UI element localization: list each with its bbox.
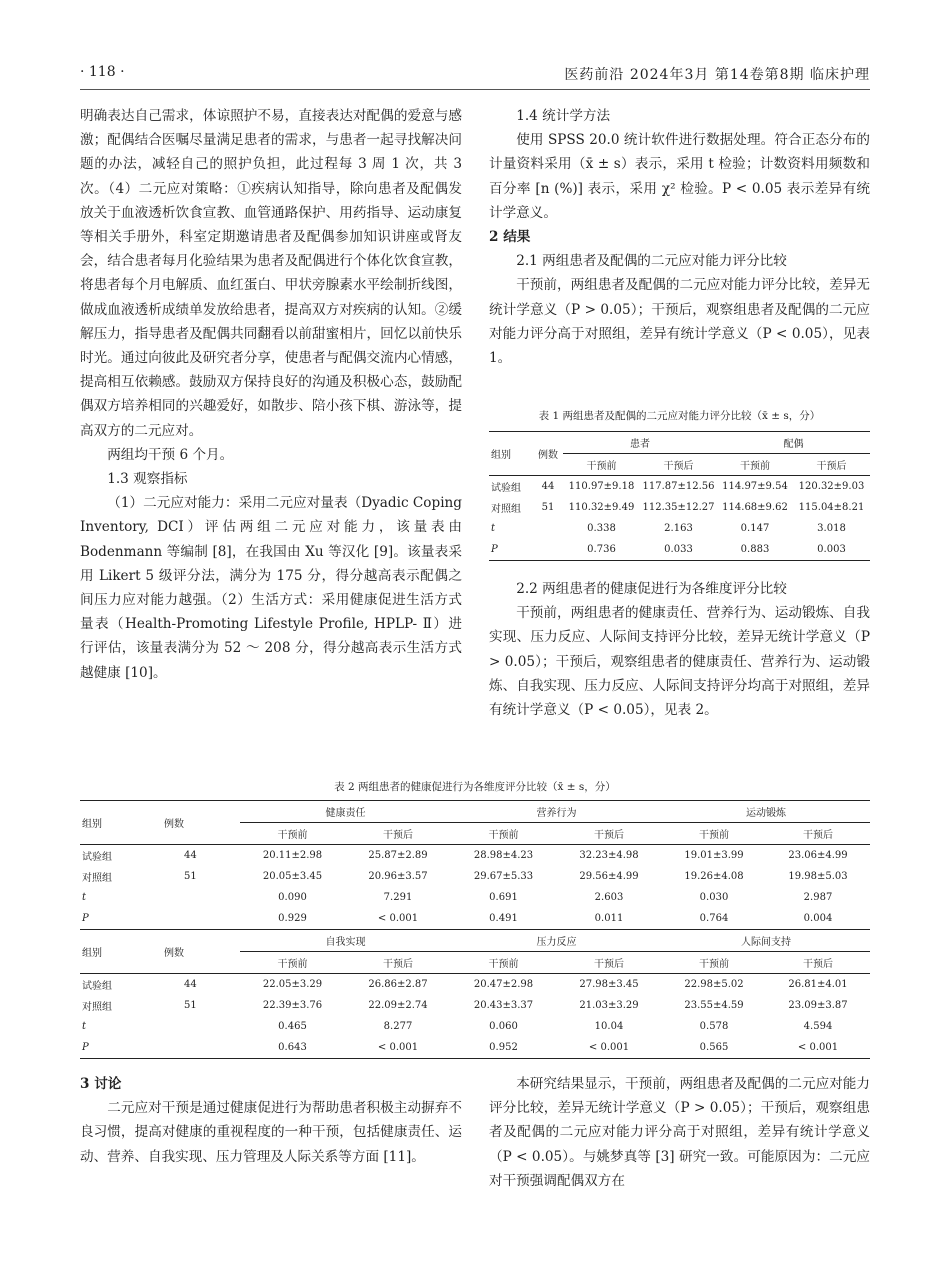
t2-cell: 21.03±3.29 (579, 1000, 639, 1011)
t2-cell: 试验组 (82, 981, 112, 992)
t1-cell: 110.32±9.49 (568, 502, 635, 513)
section-2-heading: 2 结果 (489, 229, 531, 246)
t1-cell: 114.97±9.54 (722, 481, 788, 492)
section-2-1-heading: 2.1 两组患者及配偶的二元应对能力评分比较 (516, 253, 787, 270)
t2-cell: t (82, 892, 87, 903)
t2-cell (162, 887, 240, 908)
t2-head-after: 干预后 (383, 830, 413, 841)
t1-head-after: 干预后 (816, 461, 847, 472)
table1 (489, 431, 870, 561)
t2-head-before: 干预前 (699, 830, 729, 841)
t2-cell: 0.090 (278, 892, 307, 903)
t2-row (80, 866, 870, 887)
t2-head-before: 干预前 (488, 959, 519, 970)
t2-cell: 2.987 (803, 892, 833, 903)
t2-cell: 22.98±5.02 (684, 979, 744, 990)
t2-cell: < 0.001 (345, 1037, 451, 1059)
t2-cell (162, 908, 240, 930)
t2-cell: 0.952 (451, 1037, 556, 1059)
t2-cell (162, 1016, 240, 1037)
t2-cell: 25.87±2.89 (368, 850, 428, 861)
t2-row (80, 887, 870, 908)
t2-head-group: 组别 (80, 801, 162, 845)
discussion-paragraph-2: 本研究结果显示，干预前，两组患者及配偶的二元应对能力评分比较，差异无统计学意义（P > 0.05）；干预后，观察组患者及配偶的二元应对能力评分高于对照组，差异有统计学意义（P < 0.05）。与姚梦真等 [3] 研究一致。可能原因为：二元应对干预强调配偶双方在 (489, 1076, 870, 1189)
section-3-heading: 3 讨论 (80, 1076, 122, 1092)
t2-cell: < 0.001 (556, 1037, 662, 1059)
t1-cell: 0.003 (793, 539, 870, 561)
t1-row (489, 518, 870, 539)
t2-row (80, 845, 870, 867)
t2-cell: 20.47±2.98 (473, 979, 534, 990)
section-2-2-heading: 2.2 两组患者的健康促进行为各维度评分比较 (516, 581, 787, 597)
journal-info: 医药前沿 2024年3月 第14卷第8期 临床护理 (564, 67, 870, 83)
t1-head-before: 干预前 (586, 461, 617, 472)
right-column-lower (489, 577, 870, 722)
t2-row (80, 908, 870, 930)
t2-head-dim: 压力反应 (451, 930, 662, 952)
t2-row (80, 1037, 870, 1059)
left-paragraph-2: 两组均干预 6 个月。 (107, 446, 234, 463)
t1-row (489, 539, 870, 561)
t2-cell: 22.05±3.29 (262, 979, 323, 990)
t2-cell: 0.643 (240, 1037, 345, 1059)
page-header (80, 64, 870, 86)
t2-cell: 4.594 (803, 1021, 833, 1032)
t2-head-before: 干预前 (277, 830, 308, 841)
t2-cell: 32.23±4.98 (579, 850, 639, 861)
t2-cell: 23.06±4.99 (788, 850, 848, 861)
t1-head-n: 例数 (533, 432, 563, 476)
t1-cell: 2.163 (664, 523, 693, 534)
t2-cell: < 0.001 (766, 1037, 870, 1059)
t1-cell (533, 518, 563, 539)
t2-cell: 0.465 (278, 1021, 307, 1032)
t2-cell: P (80, 1037, 162, 1059)
t2-cell: 对照组 (82, 1002, 112, 1013)
t2-cell: t (82, 1021, 87, 1032)
t2-cell: 23.09±3.87 (788, 1000, 848, 1011)
t2-cell: 22.09±2.74 (368, 1000, 428, 1011)
t2-cell: 51 (184, 1000, 197, 1011)
t2-cell: 29.67±5.33 (473, 871, 534, 882)
t2-cell: 20.96±3.57 (368, 871, 428, 882)
t2-cell: 19.26±4.08 (684, 871, 744, 882)
t2-cell: 20.11±2.98 (262, 850, 323, 861)
t2-head-group: 组别 (80, 930, 162, 974)
left-column (80, 104, 462, 685)
t2-cell: 8.277 (383, 1021, 413, 1032)
t2-cell: 20.05±3.45 (262, 871, 323, 882)
t2-cell: 对照组 (82, 873, 112, 884)
t2-cell: 26.81±4.01 (788, 979, 848, 990)
t1-cell: 110.97±9.18 (568, 481, 635, 492)
t2-cell: 0.578 (699, 1021, 729, 1032)
t1-head-before: 干预前 (740, 461, 770, 472)
t2-cell: 试验组 (82, 852, 112, 863)
t2-head-dim: 运动锻炼 (662, 801, 870, 823)
discussion-paragraph-1: 二元应对干预是通过健康促进行为帮助患者积极主动摒弃不良习惯，提高对健康的重视程度的一种干预，包括健康责任、运动、营养、自我实现、压力管理及人际关系等方面 [11]。 (80, 1100, 462, 1165)
t1-cell: 试验组 (491, 483, 521, 494)
discussion-left (80, 1072, 462, 1169)
right-column (489, 104, 870, 370)
t2-cell: 28.98±4.23 (473, 850, 534, 861)
t2-cell: 29.56±4.99 (579, 871, 639, 882)
t2-cell (162, 1037, 240, 1059)
t2-head-after: 干预后 (803, 959, 833, 970)
t2-cell: 0.929 (278, 913, 307, 924)
t2-head-n: 例数 (162, 801, 240, 845)
t1-cell: 120.32±9.03 (798, 481, 865, 492)
t2-row (80, 1016, 870, 1037)
t2-head-after: 干预后 (803, 830, 833, 841)
t2-row (80, 974, 870, 996)
t1-cell: 3.018 (817, 523, 846, 534)
t2-cell: P (82, 913, 89, 924)
header-rule (80, 89, 870, 90)
t1-cell: 114.68±9.62 (722, 502, 788, 513)
t2-cell: 20.43±3.37 (473, 1000, 534, 1011)
t2-cell: 0.764 (699, 913, 729, 924)
t2-cell: 19.01±3.99 (684, 850, 744, 861)
left-paragraph-1: 明确表达自己需求，体谅照护不易，直接表达对配偶的爱意与感激；配偶结合医嘱尽量满足患者的需求，与患者一起寻找解决问题的办法，减轻自己的照护负担，此过程每 3 周 1 次，共 3 次。（4）二元应对策略：①疾病认知指导，除向患者及配偶发放关于血液透析饮食宣教、血管通路保护、用药指导、运动康复等相关手册外，科室定期邀请患者及配偶参加知识讲座或肾友会，结合患者每月化验结果为患者及配偶进行个体化饮食宣教，将患者每个月电解质、血红蛋白、甲状旁腺素水平绘制折线图，做成血液透析成绩单发放给患者，提高双方对疾病的认知。②缓解压力，指导患者及配偶共同翻看以前甜蜜相片，回忆以前快乐时光。通过向彼此及研究者分享，使患者与配偶交流内心情感，提高相互依赖感。鼓励双方保持良好的沟通及积极心态，鼓励配偶双方培养相同的兴趣爱好，如散步、陪小孩下棋、游泳等，提高双方的二元应对。 (80, 108, 462, 439)
discussion-right (489, 1072, 870, 1193)
t2-cell: < 0.001 (377, 913, 419, 924)
t1-cell: P (489, 539, 533, 561)
t2-cell: 2.603 (594, 892, 624, 903)
t1-cell: 对照组 (491, 504, 521, 515)
table2 (80, 800, 870, 1059)
t1-cell: 0.147 (740, 523, 770, 534)
t1-head-spouse: 配偶 (717, 432, 870, 454)
t1-row (489, 497, 870, 518)
t1-cell: 115.04±8.21 (798, 502, 865, 513)
t2-cell: 19.98±5.03 (788, 871, 848, 882)
t1-head-patient: 患者 (563, 432, 717, 454)
t2-cell: 7.291 (383, 892, 413, 903)
t2-head-after: 干预后 (383, 959, 413, 970)
t1-cell: 0.883 (717, 539, 793, 561)
t2-cell: 0.060 (489, 1021, 518, 1032)
t2-head-dim: 营养行为 (451, 801, 662, 823)
t1-cell: 0.736 (563, 539, 640, 561)
left-paragraph-3: （1）二元应对能力：采用二元应对量表（Dyadic Coping Inventory, DCI）评估两组二元应对能力，该量表由 Bodenmann 等编制 [8]，在我国由 Xu 等汉化 [9]。该量表采用 Likert 5 级评分法，满分为 175 分，得分越高表示配偶之间压力应对能力越强。（2）生活方式：采用健康促进生活方式量表（Health-Promoting Lifestyle Profile, HPLP- Ⅱ）进行评估，该量表满分为 52 ～ 208 分，得分越高表示生活方式越健康 [10]。 (80, 495, 462, 681)
t1-head-group: 组别 (489, 432, 533, 476)
t1-cell: t (491, 523, 496, 534)
t2-head-dim: 自我实现 (240, 930, 451, 952)
t1-cell: 117.87±12.56 (642, 481, 715, 492)
t1-cell (533, 539, 563, 561)
t2-head-n: 例数 (162, 930, 240, 974)
t2-cell: 0.004 (803, 913, 833, 924)
t2-cell: 0.030 (699, 892, 729, 903)
section-1-4-heading: 1.4 统计学方法 (516, 108, 611, 124)
t2-head-before: 干预前 (699, 959, 729, 970)
t2-row (80, 995, 870, 1016)
t2-cell: 0.691 (489, 892, 518, 903)
t2-cell: 0.565 (662, 1037, 766, 1059)
t1-head-after: 干预后 (663, 461, 694, 472)
t2-head-after: 干预后 (594, 830, 624, 841)
t1-cell: 0.338 (587, 523, 616, 534)
t2-cell: 51 (184, 871, 197, 882)
t2-head-dim: 人际间支持 (662, 930, 870, 952)
t2-cell: 22.39±3.76 (262, 1000, 323, 1011)
t2-cell: 27.98±3.45 (579, 979, 639, 990)
right-paragraph-2: 干预前，两组患者及配偶的二元应对能力评分比较，差异无统计学意义（P > 0.05）；干预后，观察组患者及配偶的二元应对能力评分高于对照组，差异有统计学意义（P < 0.05），见表 1。 (489, 277, 870, 367)
t1-cell: 44 (541, 481, 555, 492)
right-paragraph-1: 使用 SPSS 20.0 统计软件进行数据处理。符合正态分布的计量资料采用（x̄ ± s）表示，采用 t 检验；计数资料用频数和百分率 [n (%)] 表示，采用 χ² 检验。P < 0.05 表示差异有统计学意义。 (489, 132, 870, 221)
t2-head-before: 干预前 (277, 959, 308, 970)
table1-caption: 表 1 两组患者及配偶的二元应对能力评分比较（x̄ ± s，分） (538, 410, 821, 422)
t2-cell: 44 (184, 850, 197, 861)
t2-cell: 23.55±4.59 (684, 1000, 744, 1011)
t1-cell: 0.033 (640, 539, 717, 561)
t2-cell: 0.491 (489, 913, 518, 924)
section-1-3-heading: 1.3 观察指标 (107, 471, 188, 488)
t2-head-before: 干预前 (488, 830, 519, 841)
table2-caption: 表 2 两组患者的健康促进行为各维度评分比较（x̄ ± s，分） (334, 781, 616, 793)
t1-row (489, 476, 870, 498)
t2-head-after: 干预后 (594, 959, 624, 970)
t2-cell: 26.86±2.87 (368, 979, 428, 990)
t2-cell: 0.011 (594, 913, 624, 924)
t2-cell: 10.04 (594, 1021, 624, 1032)
t1-cell: 112.35±12.27 (642, 502, 715, 513)
right-paragraph-3: 干预前，两组患者的健康责任、营养行为、运动锻炼、自我实现、压力反应、人际间支持评分比较，差异无统计学意义（P > 0.05）；干预后，观察组患者的健康责任、营养行为、运动锻炼、自我实现、压力反应、人际间支持评分均高于对照组，差异有统计学意义（P < 0.05），见表 2。 (489, 605, 870, 719)
t2-cell: 44 (184, 979, 197, 990)
page-number: · 118 · (80, 64, 125, 80)
t1-cell: 51 (541, 502, 555, 513)
t2-head-dim: 健康责任 (240, 801, 451, 823)
